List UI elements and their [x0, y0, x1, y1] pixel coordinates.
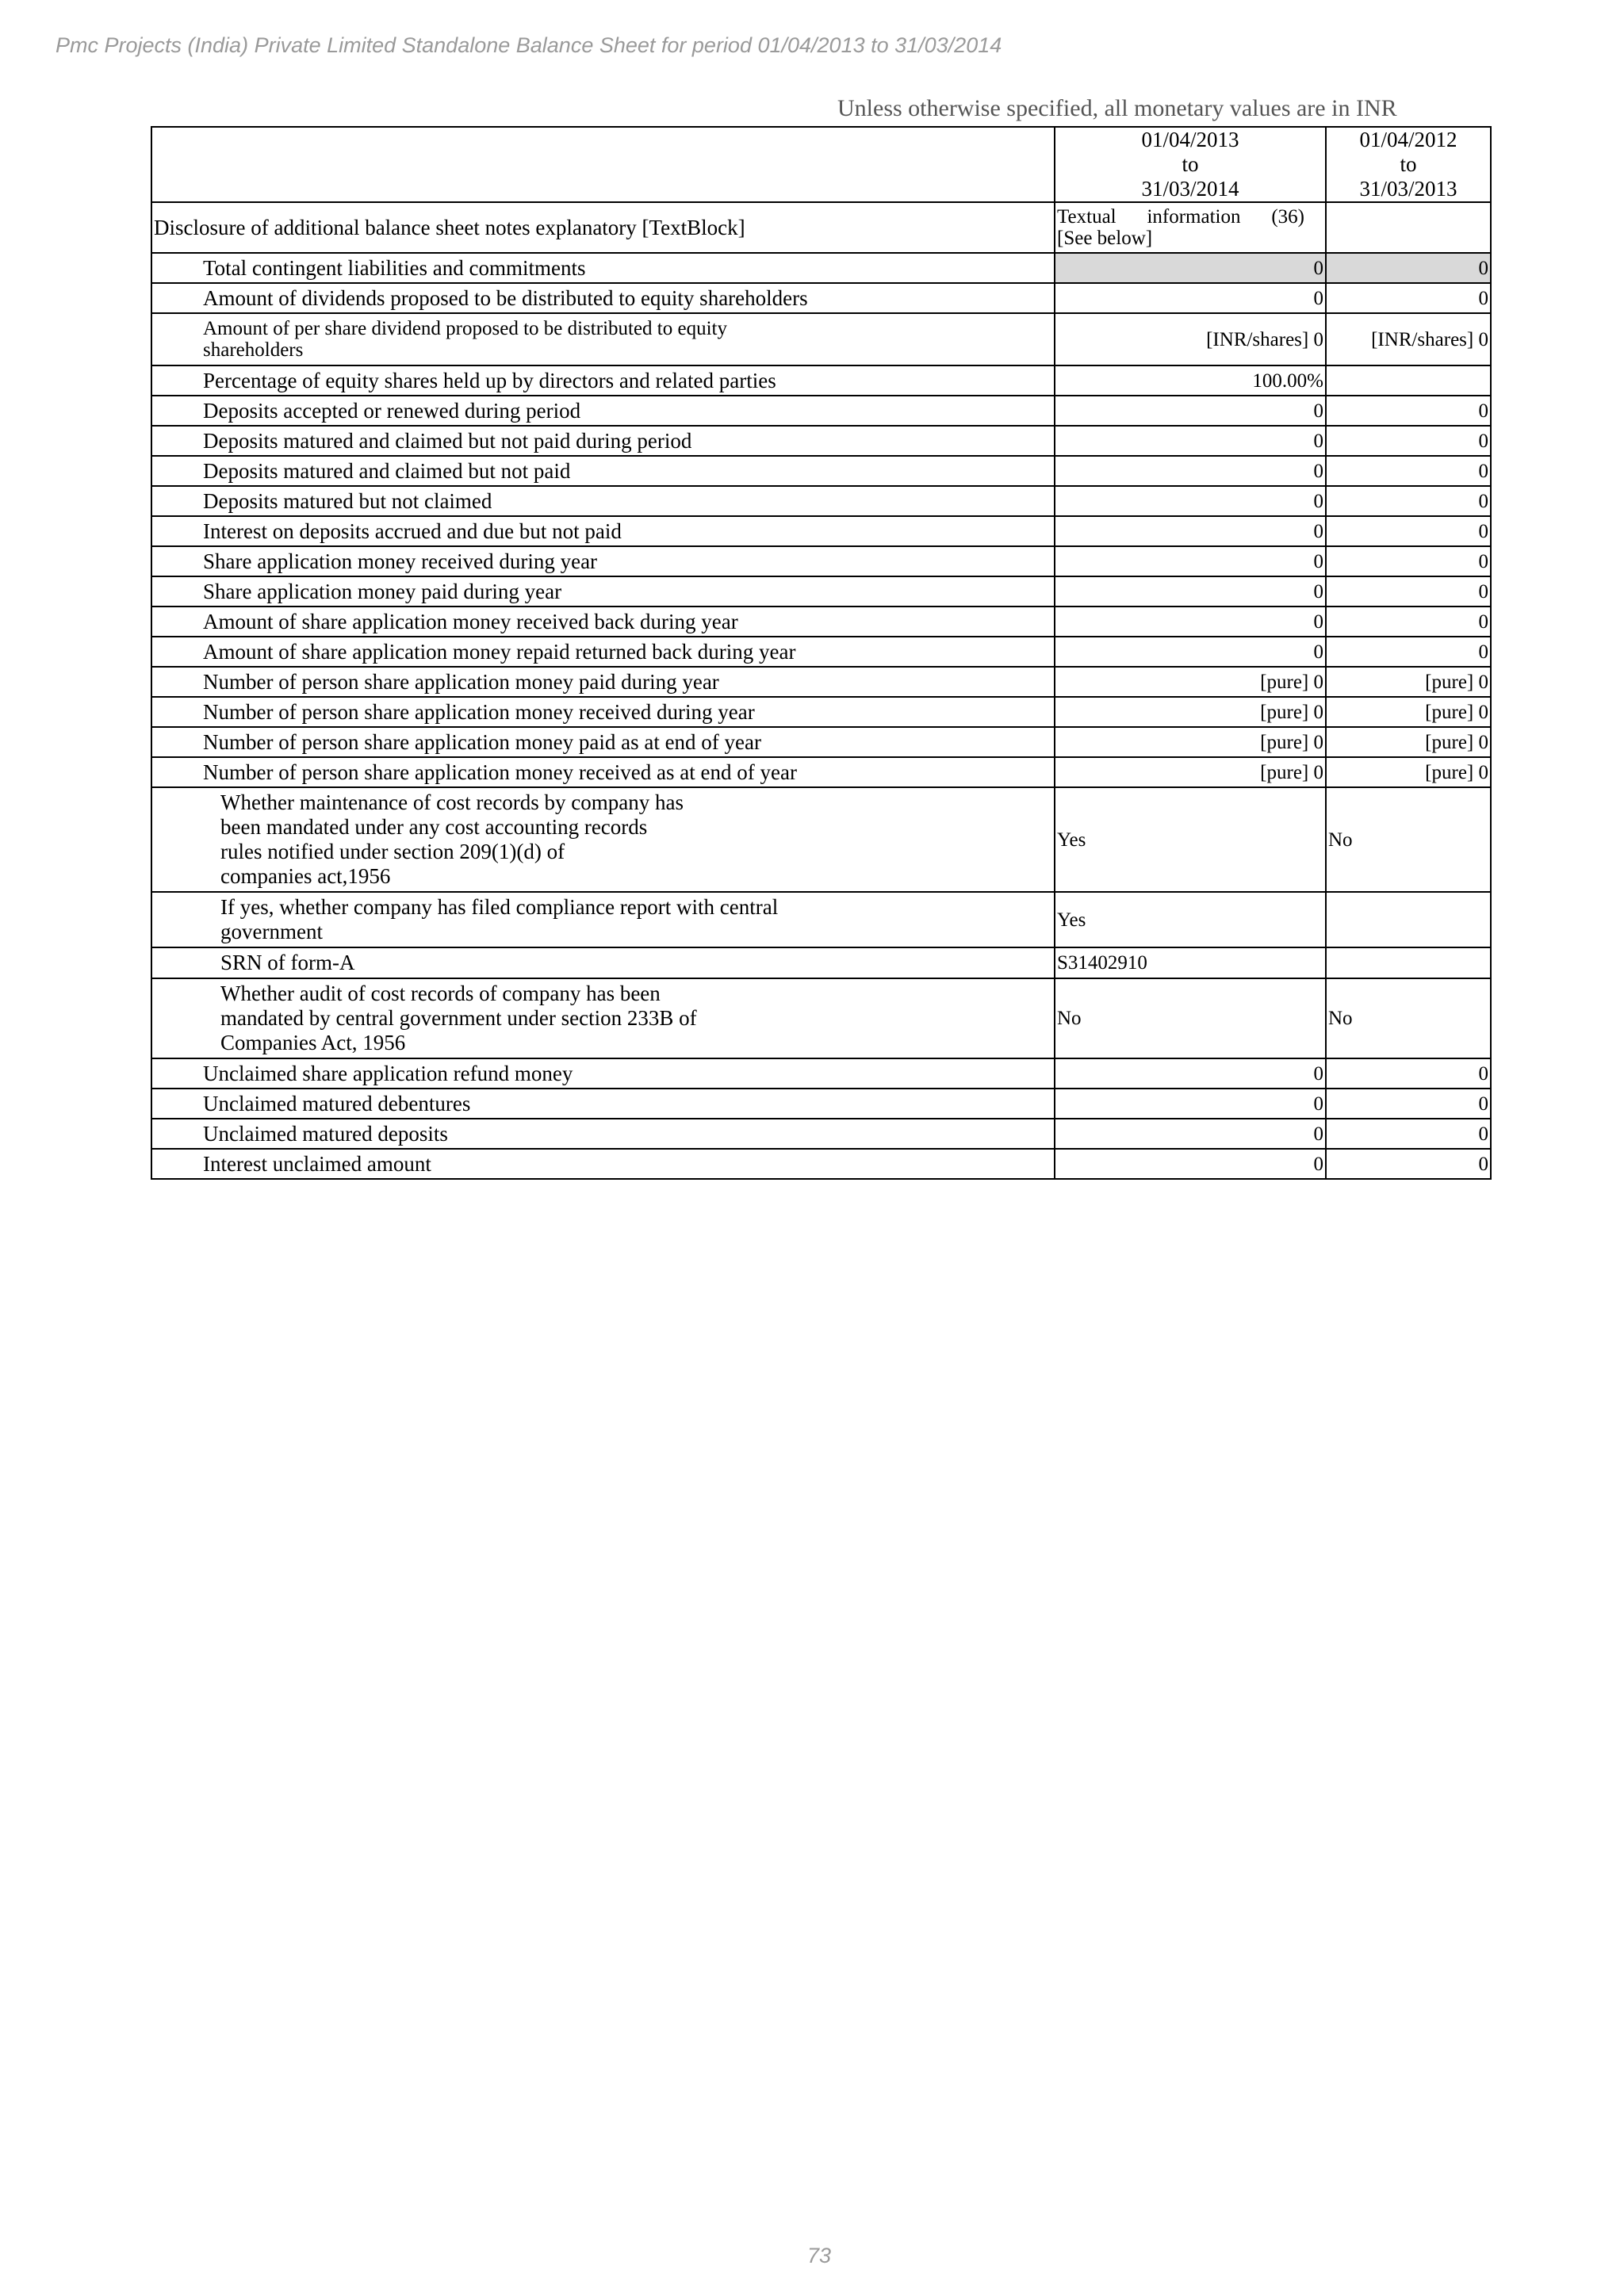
table-row	[151, 1119, 1491, 1149]
row-label: Whether maintenance of cost records by company has been mandated under any cost accounting records rules notified under section 209(1)(d) of companies act,1956	[151, 787, 1055, 892]
row-label: Whether audit of cost records of company has been mandated by central government under section 233B of Companies Act, 1956	[151, 978, 1055, 1058]
value-previous: 0	[1326, 1058, 1491, 1089]
value-current: No	[1055, 978, 1326, 1058]
disclosure-textual-cell: Textual information (36) [See below]	[1055, 202, 1326, 253]
value-current: 0	[1055, 426, 1326, 456]
value-current: [INR/shares] 0	[1055, 313, 1326, 365]
value-current: 0	[1055, 607, 1326, 637]
value-current: [pure] 0	[1055, 697, 1326, 727]
value-previous: No	[1326, 787, 1491, 892]
table-row	[151, 787, 1491, 892]
value-previous: 0	[1326, 426, 1491, 456]
row-label: Interest unclaimed amount	[151, 1149, 1055, 1179]
table-row	[151, 576, 1491, 607]
value-previous: [pure] 0	[1326, 667, 1491, 697]
table-row	[151, 313, 1491, 365]
value-previous: 0	[1326, 516, 1491, 546]
value-current: 0	[1055, 1149, 1326, 1179]
row-label: Share application money paid during year	[151, 576, 1055, 607]
table-row	[151, 607, 1491, 637]
value-previous: 0	[1326, 283, 1491, 313]
table-row	[151, 1058, 1491, 1089]
value-previous: 0	[1326, 607, 1491, 637]
value-current: 0	[1055, 1089, 1326, 1119]
row-label: Amount of dividends proposed to be distributed to equity shareholders	[151, 283, 1055, 313]
value-previous: 0	[1326, 396, 1491, 426]
document-header: Pmc Projects (India) Private Limited Standalone Balance Sheet for period 01/04/2013 to 31/03/2014	[56, 33, 1002, 57]
unit-note: Unless otherwise specified, all monetary values are in INR	[837, 95, 1397, 121]
value-current: S31402910	[1055, 947, 1326, 978]
value-current: 0	[1055, 486, 1326, 516]
row-label: Amount of share application money repaid returned back during year	[151, 637, 1055, 667]
table-row	[151, 546, 1491, 576]
row-label: Percentage of equity shares held up by directors and related parties	[151, 365, 1055, 396]
table-row	[151, 757, 1491, 787]
row-label: Deposits matured but not claimed	[151, 486, 1055, 516]
value-current: 0	[1055, 396, 1326, 426]
table-row	[151, 892, 1491, 947]
row-label: Amount of share application money received back during year	[151, 607, 1055, 637]
table-row	[151, 365, 1491, 396]
table-row	[151, 516, 1491, 546]
page-number: 73	[807, 2244, 832, 2267]
row-label: Unclaimed matured debentures	[151, 1089, 1055, 1119]
value-current: Yes	[1055, 892, 1326, 947]
row-label: Share application money received during year	[151, 546, 1055, 576]
value-current: [pure] 0	[1055, 727, 1326, 757]
table-row	[151, 978, 1491, 1058]
value-current: 0	[1055, 1119, 1326, 1149]
disclosure-empty-cell	[1326, 202, 1491, 253]
table-row	[151, 1089, 1491, 1119]
table-row	[151, 283, 1491, 313]
row-label: SRN of form-A	[151, 947, 1055, 978]
table-row	[151, 253, 1491, 283]
row-label: Amount of per share dividend proposed to be distributed to equity shareholders	[151, 313, 1055, 365]
row-label: Unclaimed matured deposits	[151, 1119, 1055, 1149]
value-current: 0	[1055, 456, 1326, 486]
disclosure-label: Disclosure of additional balance sheet notes explanatory [TextBlock]	[151, 202, 1055, 253]
value-previous	[1326, 892, 1491, 947]
value-current: 100.00%	[1055, 365, 1326, 396]
blank-header-cell	[151, 127, 1055, 202]
value-current: Yes	[1055, 787, 1326, 892]
value-previous: [pure] 0	[1326, 757, 1491, 787]
value-current: 0	[1055, 253, 1326, 283]
value-previous: 0	[1326, 576, 1491, 607]
disclosure-row	[151, 202, 1491, 253]
value-previous	[1326, 365, 1491, 396]
value-previous: 0	[1326, 1149, 1491, 1179]
value-current: 0	[1055, 637, 1326, 667]
value-previous: [pure] 0	[1326, 697, 1491, 727]
row-label: Number of person share application money paid during year	[151, 667, 1055, 697]
value-previous: No	[1326, 978, 1491, 1058]
value-current: 0	[1055, 1058, 1326, 1089]
table-row	[151, 667, 1491, 697]
table-row	[151, 426, 1491, 456]
row-label: Interest on deposits accrued and due but not paid	[151, 516, 1055, 546]
value-current: 0	[1055, 516, 1326, 546]
value-previous: 0	[1326, 1119, 1491, 1149]
value-current: [pure] 0	[1055, 667, 1326, 697]
table-row	[151, 396, 1491, 426]
value-previous: 0	[1326, 1089, 1491, 1119]
row-label: Total contingent liabilities and commitments	[151, 253, 1055, 283]
row-label: Deposits matured and claimed but not paid during period	[151, 426, 1055, 456]
value-current: [pure] 0	[1055, 757, 1326, 787]
table-row	[151, 456, 1491, 486]
value-previous: [pure] 0	[1326, 727, 1491, 757]
table-row	[151, 697, 1491, 727]
value-previous: 0	[1326, 456, 1491, 486]
table-row	[151, 1149, 1491, 1179]
period-header-row	[151, 127, 1491, 202]
value-previous: 0	[1326, 486, 1491, 516]
row-label: Deposits accepted or renewed during period	[151, 396, 1055, 426]
value-previous: [INR/shares] 0	[1326, 313, 1491, 365]
value-previous: 0	[1326, 546, 1491, 576]
row-label: Unclaimed share application refund money	[151, 1058, 1055, 1089]
value-previous	[1326, 947, 1491, 978]
value-previous: 0	[1326, 637, 1491, 667]
table-row	[151, 947, 1491, 978]
value-current: 0	[1055, 546, 1326, 576]
table-row	[151, 727, 1491, 757]
row-label: Number of person share application money received during year	[151, 697, 1055, 727]
value-previous: 0	[1326, 253, 1491, 283]
value-current: 0	[1055, 576, 1326, 607]
period-header-current: 01/04/2013 to 31/03/2014	[1055, 127, 1326, 202]
table-row	[151, 486, 1491, 516]
row-label: Number of person share application money paid as at end of year	[151, 727, 1055, 757]
row-label: If yes, whether company has filed compliance report with central government	[151, 892, 1055, 947]
period-header-previous: 01/04/2012 to 31/03/2013	[1326, 127, 1491, 202]
value-current: 0	[1055, 283, 1326, 313]
row-label: Deposits matured and claimed but not paid	[151, 456, 1055, 486]
balance-sheet-table	[151, 126, 1492, 1180]
row-label: Number of person share application money received as at end of year	[151, 757, 1055, 787]
table-row	[151, 637, 1491, 667]
